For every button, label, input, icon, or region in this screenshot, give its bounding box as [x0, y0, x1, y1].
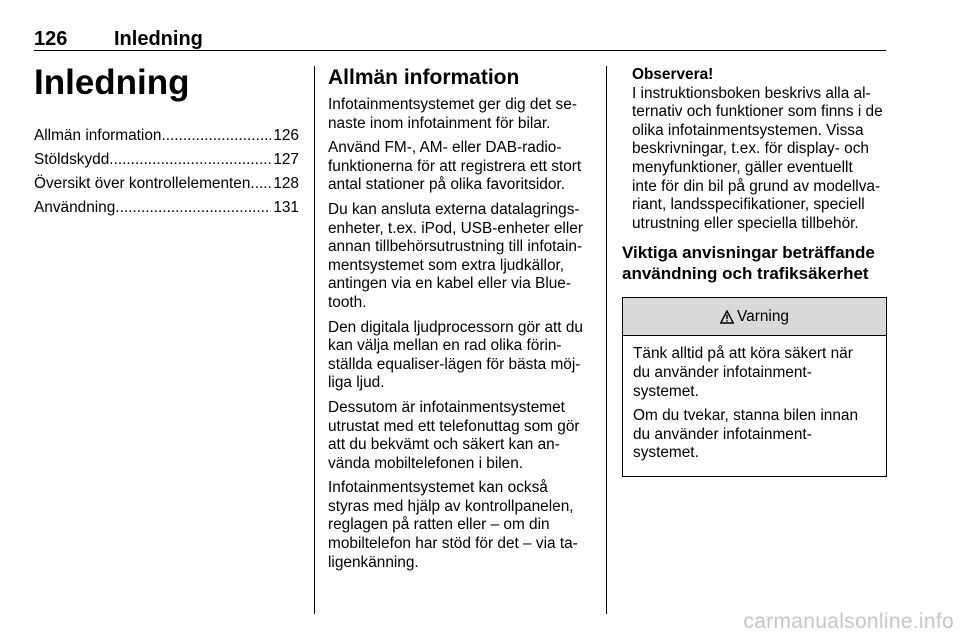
- warning-header: [623, 298, 886, 336]
- table-of-contents: [34, 124, 299, 220]
- paragraph: Infotainmentsystemet ger dig det se- naste inom infotainment för bilar.: [328, 96, 577, 132]
- paragraph: Den digitala ljudprocessorn gör att du kan välja mellan en rad olika förin- ställda equaliser-lägen för bästa möj- liga ljud.: [328, 318, 583, 392]
- toc-label: Användning: [34, 199, 116, 216]
- toc-label: Stöldskydd: [34, 151, 110, 168]
- safety-heading: Viktiga anvisningar beträffande användning och trafiksäkerhet: [622, 243, 875, 283]
- warning-triangle-icon: [720, 310, 734, 324]
- toc-entry[interactable]: [34, 148, 299, 172]
- toc-page: 126: [273, 127, 299, 144]
- general-info-heading: Allmän information: [328, 66, 520, 89]
- general-info-column: [328, 64, 596, 578]
- toc-leader: [115, 196, 271, 220]
- chapter-column: [34, 62, 299, 220]
- toc-entry[interactable]: [34, 196, 299, 220]
- toc-page: 131: [273, 199, 299, 216]
- note-title: Observera!: [632, 66, 714, 83]
- toc-leader: [161, 124, 271, 148]
- warning-paragraph: Tänk alltid på att köra säkert när du använder infotainment- systemet.: [633, 345, 853, 400]
- warning-body: [623, 336, 886, 476]
- column-divider: [314, 66, 315, 614]
- paragraph: Du kan ansluta externa datalagrings- enheter, t.ex. iPod, USB-enheter eller annan tillbehörsutrustning till infotain- mentsystemet som extra ljudkällor, antingen via en kabel eller via Blue- tooth.: [328, 200, 583, 311]
- chapter-title: Inledning: [34, 63, 190, 102]
- header-section-title: Inledning: [114, 28, 203, 50]
- toc-leader: [250, 172, 271, 196]
- toc-label: Allmän information: [34, 127, 162, 144]
- watermark: carmanualsonline.info: [743, 610, 954, 633]
- page-header: [34, 28, 886, 50]
- page-number: 126: [34, 28, 68, 50]
- toc-entry[interactable]: [34, 172, 299, 196]
- toc-label: Översikt över kontrollelementen: [34, 175, 251, 192]
- note-block: [622, 66, 887, 233]
- paragraph: Infotainmentsystemet kan också styras med hjälp av kontrollpanelen, reglagen på ratten eller – om din mobiltelefon har stöd för det – via ta- ligenkänning.: [328, 479, 578, 571]
- toc-page: 128: [273, 175, 299, 192]
- header-rule: [34, 50, 886, 51]
- warning-label: Varning: [737, 307, 789, 325]
- paragraph: Dessutom är infotainmentsystemet utrustat med ett telefonuttag som gör att du bekvämt och säkert kan an- vända mobiltelefonen i bilen.: [328, 398, 580, 472]
- column-divider: [606, 66, 607, 614]
- toc-page: 127: [273, 151, 299, 168]
- safety-column: [622, 66, 887, 477]
- toc-entry[interactable]: [34, 124, 299, 148]
- warning-box: [622, 297, 887, 477]
- toc-leader: [109, 148, 271, 172]
- warning-paragraph: Om du tvekar, stanna bilen innan du använder infotainment- systemet.: [633, 407, 859, 462]
- note-text: I instruktionsboken beskrivs alla al- ternativ och funktioner som finns i de olika infotainmentsystemen. Vissa beskrivningar, t.ex. för display- och menyfunktioner, gäller eventuellt inte för din bil på grund av modellva- riant, landsspecifikationer, speciell utrustning eller speciella tillbehör.: [632, 84, 883, 232]
- paragraph: Använd FM-, AM- eller DAB-radio- funktionerna för att registrera ett stort antal stationer på olika favoritsidor.: [328, 139, 582, 194]
